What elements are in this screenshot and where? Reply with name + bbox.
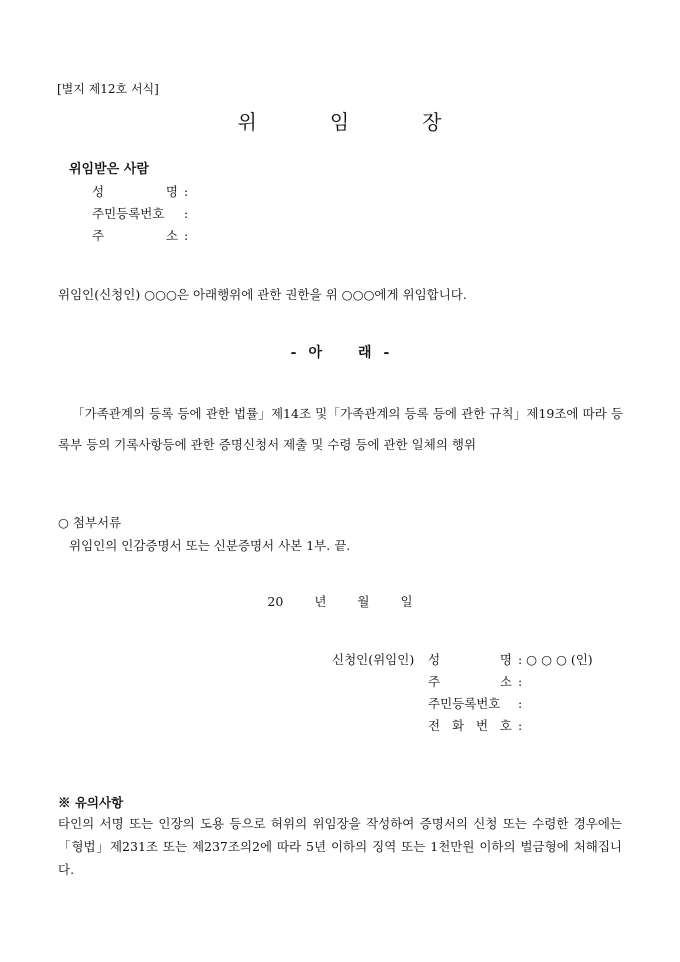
date-line <box>0 592 680 610</box>
date-day-label: 일 <box>400 594 413 609</box>
delegate-id-value: : <box>184 206 189 221</box>
applicant-id-label: 주민등록번호 <box>428 696 501 711</box>
delegate-name-row <box>92 182 188 200</box>
delegate-name-label: 성 명 <box>92 184 178 199</box>
attachments-heading: ○ 첨부서류 <box>58 515 122 530</box>
title-char: 장 <box>422 110 443 134</box>
applicant-id-value: : <box>518 696 523 711</box>
applicant-id-row <box>428 694 522 712</box>
date-year-label: 년 <box>314 594 327 609</box>
delegate-address-row <box>92 226 188 244</box>
delegate-address-value: : <box>184 228 189 243</box>
document-title <box>0 106 680 135</box>
applicant-phone-label: 전 화 번 호 <box>428 718 512 733</box>
title-char: 임 <box>329 110 351 134</box>
form-number: [별지 제12호 서식] <box>57 82 159 96</box>
applicant-name-label: 성 명 <box>428 652 512 667</box>
applicant-name-row <box>428 650 593 668</box>
applicant-address-value: : <box>518 674 523 689</box>
applicant-address-row <box>428 672 522 690</box>
delegate-section-title: 위임받은 사람 <box>69 162 149 177</box>
title-char: 위 <box>237 110 258 134</box>
date-month-label: 월 <box>357 594 370 609</box>
applicant-address-label: 주 소 <box>428 674 512 689</box>
delegated-acts-text: 「가족관계의 등록 등에 관한 법률」제14조 및「가족관계의 등록 등에 관한 규칙」제19조에 따라 등록부 등의 기록사항등에 관한 증명신청서 제출 및 수령 등에 관한 일체의 행위 <box>58 406 623 452</box>
applicant-prefix: 신청인(위임인) <box>332 652 415 667</box>
delegate-id-row <box>92 204 188 222</box>
delegate-address-label: 주 소 <box>92 228 178 243</box>
applicant-name-value: : ○ ○ ○ (인) <box>518 652 593 667</box>
notes-text: 타인의 서명 또는 인장의 도용 등으로 허위의 위임장을 작성하여 증명서의 신청 또는 수령한 경우에는「형법」제231조 또는 제237조의2에 따라 5년 이하의 징역 또는 1천만원 이하의 벌금형에 처해집니다. <box>58 816 622 877</box>
below-heading: - 아 래 - <box>290 345 390 361</box>
applicant-phone-row <box>428 716 522 734</box>
notes-heading: ※ 유의사항 <box>58 795 124 810</box>
delegate-name-value: : <box>184 184 189 199</box>
applicant-phone-value: : <box>518 718 523 733</box>
delegation-statement: 위임인(신청인) ○○○은 아래행위에 관한 권한을 위 ○○○에게 위임합니다. <box>58 287 467 302</box>
delegate-id-label: 주민등록번호 <box>92 206 165 221</box>
date-year: 20 <box>267 594 284 609</box>
attachments-text: 위임인의 인감증명서 또는 신분증명서 사본 1부. 끝. <box>69 538 351 553</box>
